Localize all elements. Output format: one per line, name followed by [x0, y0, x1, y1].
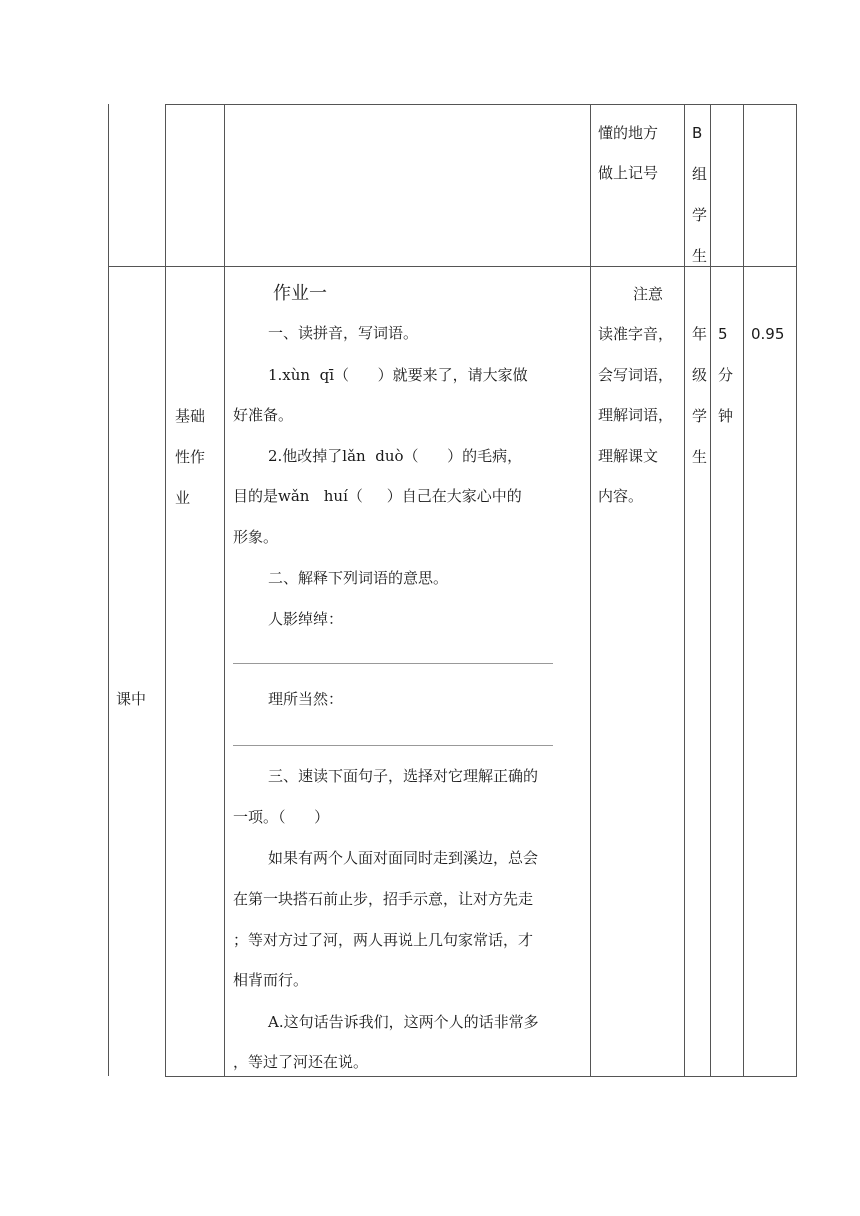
row1-notes-line1: 懂的地方	[598, 124, 659, 142]
table-border-left	[108, 104, 109, 1076]
row2-target-char: 生	[692, 448, 708, 466]
notes-line: 内容。	[598, 487, 644, 505]
accuracy-value: 0.95	[751, 325, 785, 343]
row2-target-char: 年	[692, 325, 708, 343]
question2-line1: 2.他改掉了lǎn duò（ ）的毛病，	[268, 447, 523, 465]
table-divider-col2	[165, 104, 166, 1076]
table-divider-col5	[684, 104, 685, 1076]
answer-line-2	[233, 745, 553, 746]
question2-line2: 目的是wǎn huí（ ）自己在大家心中的	[233, 487, 522, 505]
row1-target-char: 组	[692, 165, 708, 183]
time-char: 5	[718, 325, 728, 343]
row1-notes-line2: 做上记号	[598, 164, 659, 182]
row1-target-group	[692, 123, 707, 287]
question2-line3: 形象。	[233, 528, 279, 546]
stage-label: 课中	[116, 690, 147, 708]
notes-line: 理解词语，	[598, 406, 674, 424]
homework-type	[175, 406, 205, 529]
table-border-bottom	[165, 1076, 797, 1077]
section3-line2: 一项。（ ）	[233, 808, 330, 826]
question1-line1: 1.xùn qī（ ）就要来了，请大家做	[268, 366, 528, 384]
passage-line2: 在第一块搭石前止步，招手示意，让对方先走	[233, 890, 534, 908]
answer-line-1	[233, 663, 553, 664]
homework-title: 作业一	[273, 283, 327, 304]
section1-heading: 一、读拼音，写词语。	[268, 324, 419, 342]
section3-line1: 三、速读下面句子，选择对它理解正确的	[268, 767, 539, 785]
row1-target-char: B	[692, 124, 703, 142]
table-divider-col3	[224, 104, 225, 1076]
word1-label: 人影绰绰：	[268, 610, 344, 628]
notes-line: 注意	[633, 285, 664, 303]
optionA-line1: A.这句话告诉我们，这两个人的话非常多	[268, 1013, 539, 1031]
notes-line: 读准字音，	[598, 325, 674, 343]
table-divider-col4	[590, 104, 591, 1076]
row2-target-char: 学	[692, 407, 708, 425]
homework-type-line: 性作	[175, 448, 206, 466]
row1-target-char: 生	[692, 247, 708, 265]
word2-label: 理所当然：	[268, 690, 344, 708]
section2-heading: 二、解释下列词语的意思。	[268, 569, 449, 587]
homework-type-line: 基础	[175, 407, 206, 425]
homework-type-line: 业	[175, 489, 191, 507]
time-estimate	[718, 324, 733, 447]
optionA-line2: ，等过了河还在说。	[233, 1053, 369, 1071]
passage-line3: ；等对方过了河，两人再说上几句家常话，才	[233, 931, 534, 949]
time-char: 钟	[718, 407, 734, 425]
table-border-right	[796, 104, 797, 1076]
row2-target-group	[692, 324, 707, 488]
table-border-top	[165, 104, 797, 105]
passage-line4: 相背而行。	[233, 971, 309, 989]
row2-target-char: 级	[692, 366, 708, 384]
row1-target-char: 学	[692, 206, 708, 224]
passage-line1: 如果有两个人面对面同时走到溪边，总会	[268, 849, 539, 867]
time-char: 分	[718, 366, 734, 384]
table-divider-col7	[743, 104, 744, 1076]
question1-line2: 好准备。	[233, 406, 294, 424]
notes-line: 理解课文	[598, 447, 659, 465]
table-divider-col6	[710, 104, 711, 1076]
notes-line: 会写词语，	[598, 366, 674, 384]
